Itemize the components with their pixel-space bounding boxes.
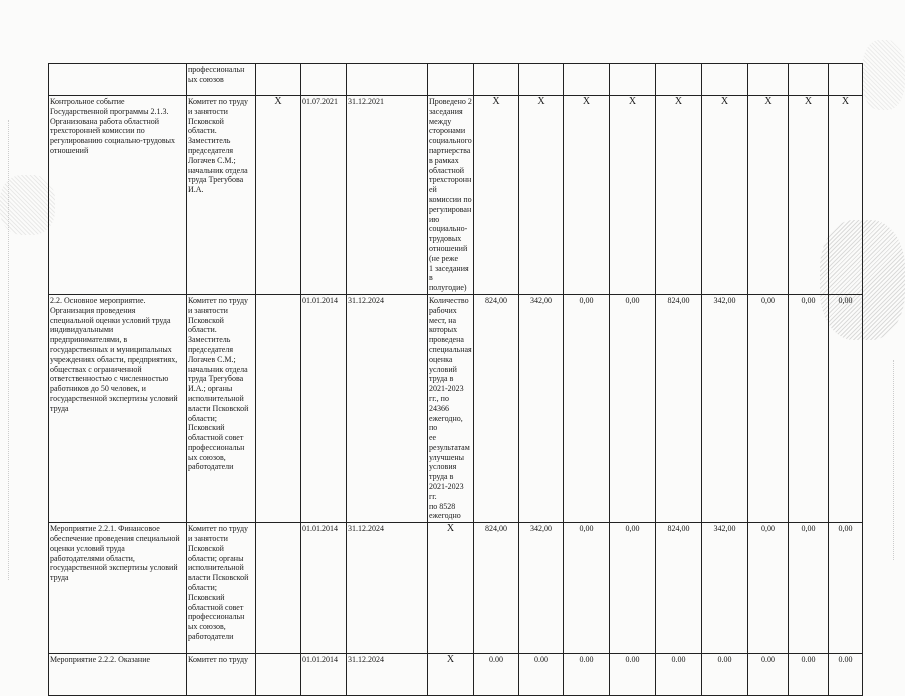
value-cell: 0,00 xyxy=(610,523,656,654)
mark-cell xyxy=(256,64,301,96)
value-cell xyxy=(564,64,610,96)
value-cell: X xyxy=(789,96,829,295)
value-cell: 0.00 xyxy=(748,654,789,696)
value-cell: 0,00 xyxy=(789,294,829,522)
start-date-cell: 01.01.2014 xyxy=(301,523,347,654)
table-row xyxy=(49,523,863,654)
value-cell: 0.00 xyxy=(474,654,519,696)
value-cell: 342,00 xyxy=(519,294,564,522)
result-cell: X xyxy=(428,654,474,696)
value-cell: 824,00 xyxy=(656,294,702,522)
value-cell: 0,00 xyxy=(610,294,656,522)
value-cell: X xyxy=(748,96,789,295)
table-row xyxy=(49,294,863,522)
value-cell xyxy=(829,64,863,96)
value-cell: X xyxy=(564,96,610,295)
value-cell: X xyxy=(519,96,564,295)
start-date-cell: 01.01.2014 xyxy=(301,294,347,522)
value-cell: 0.00 xyxy=(656,654,702,696)
value-cell: 824,00 xyxy=(656,523,702,654)
value-cell: 342,00 xyxy=(702,523,748,654)
activity-name-cell: 2.2. Основное мероприятие. Организация проведения специальной оценки условий труда индивидуальными предпринимателями, в государственных и муниципальных учреждениях области, предприятиях, обществах с ограниченной ответственностью с численностью работников до 50 человек, и государственной экспертизы условий труда xyxy=(49,294,187,522)
activity-name-cell xyxy=(49,64,187,96)
result-cell: X xyxy=(428,523,474,654)
table-row xyxy=(49,654,863,696)
activity-name-cell: Мероприятие 2.2.1. Финансовое обеспечение проведения специальной оценки условий труда работодателями области, государственной экспертизы условий труда xyxy=(49,523,187,654)
result-cell: Количество рабочих мест, на которых проведена специальная оценка условий труда в 2021-2023 гг., по 24366 ежегодно, по ее результатам улучшены условия труда в 2021-2023 гг. по 8528 ежегодно xyxy=(428,294,474,522)
value-cell xyxy=(789,64,829,96)
mark-cell xyxy=(256,523,301,654)
value-cell xyxy=(748,64,789,96)
executor-cell: профессиональн ых союзов xyxy=(187,64,256,96)
end-date-cell: 31.12.2024 xyxy=(347,654,428,696)
result-cell: Проведено 2 заседания между сторонами социального партнерства в рамках областной трехсторонней комиссии по регулированию социально-трудовых отношений (не реже 1 заседания в полугодие) xyxy=(428,96,474,295)
value-cell: 0,00 xyxy=(564,523,610,654)
executor-cell: Комитет по труду xyxy=(187,654,256,696)
end-date-cell: 31.12.2024 xyxy=(347,523,428,654)
executor-cell: Комитет по труду и занятости Псковской области. Заместитель председателя Логачев С.М.; начальник отдела труда Трегубова И.А.; органы исполнительной власти Псковской области; Псковский областной совет профессиональн ых союзов, работодатели xyxy=(187,294,256,522)
mark-cell xyxy=(256,294,301,522)
end-date-cell xyxy=(347,64,428,96)
value-cell: 0,00 xyxy=(564,294,610,522)
value-cell: 0.00 xyxy=(564,654,610,696)
value-cell: 824,00 xyxy=(474,294,519,522)
value-cell: 0,00 xyxy=(829,523,863,654)
value-cell xyxy=(656,64,702,96)
value-cell: 0,00 xyxy=(748,294,789,522)
value-cell: 342,00 xyxy=(702,294,748,522)
value-cell: 824,00 xyxy=(474,523,519,654)
value-cell: X xyxy=(702,96,748,295)
value-cell: 0,00 xyxy=(748,523,789,654)
executor-cell: Комитет по труду и занятости Псковской области; органы исполнительной власти Псковской области; Псковский областной совет профессиональн ых союзов, работодатели xyxy=(187,523,256,654)
value-cell xyxy=(702,64,748,96)
scan-edge-mark xyxy=(8,120,10,580)
scan-edge-mark xyxy=(893,360,895,560)
value-cell: 0.00 xyxy=(702,654,748,696)
executor-cell: Комитет по труду и занятости Псковской области. Заместитель председателя Логачев С.М.; начальник отдела труда Трегубова И.А. xyxy=(187,96,256,295)
table-row xyxy=(49,64,863,96)
value-cell xyxy=(610,64,656,96)
result-cell xyxy=(428,64,474,96)
scan-noise xyxy=(862,40,905,110)
value-cell: 0,00 xyxy=(829,294,863,522)
value-cell xyxy=(474,64,519,96)
activity-name-cell: Контрольное событие Государственной программы 2.1.3. Организована работа областной трехсторонней комиссии по регулированию социально-трудовых отношений xyxy=(49,96,187,295)
value-cell: 0,00 xyxy=(789,523,829,654)
value-cell: 0.00 xyxy=(829,654,863,696)
value-cell: 0.00 xyxy=(519,654,564,696)
value-cell: X xyxy=(610,96,656,295)
value-cell: 0.00 xyxy=(789,654,829,696)
mark-cell xyxy=(256,654,301,696)
end-date-cell: 31.12.2024 xyxy=(347,294,428,522)
value-cell: X xyxy=(656,96,702,295)
value-cell: 0.00 xyxy=(610,654,656,696)
table-row xyxy=(49,96,863,295)
value-cell: 342,00 xyxy=(519,523,564,654)
mark-cell: X xyxy=(256,96,301,295)
program-table xyxy=(48,63,863,696)
start-date-cell xyxy=(301,64,347,96)
value-cell: X xyxy=(829,96,863,295)
activity-name-cell: Мероприятие 2.2.2. Оказание xyxy=(49,654,187,696)
value-cell xyxy=(519,64,564,96)
end-date-cell: 31.12.2021 xyxy=(347,96,428,295)
start-date-cell: 01.07.2021 xyxy=(301,96,347,295)
start-date-cell: 01.01.2014 xyxy=(301,654,347,696)
value-cell: X xyxy=(474,96,519,295)
